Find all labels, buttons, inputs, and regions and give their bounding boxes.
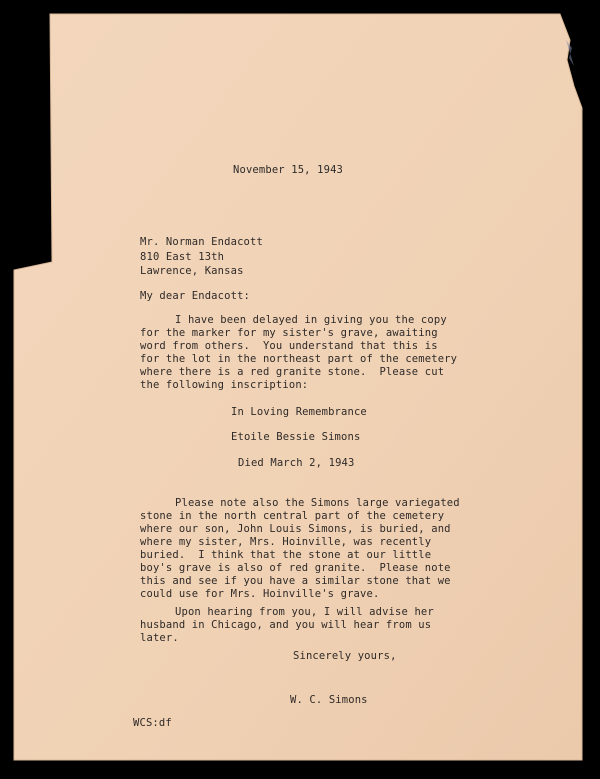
- recipient-name: Mr. Norman Endacott: [140, 236, 263, 248]
- closing: Sincerely yours,: [293, 650, 397, 662]
- paragraph3-line: Upon hearing from you, I will advise her: [175, 606, 434, 618]
- letter-date: November 15, 1943: [233, 164, 344, 176]
- recipient-city: Lawrence, Kansas: [140, 265, 244, 277]
- paragraph3-line: husband in Chicago, and you will hear from us: [140, 619, 432, 631]
- signer-name: W. C. Simons: [290, 694, 368, 706]
- paragraph2-line: could use for Mrs. Hoinville's grave.: [140, 588, 380, 600]
- paragraph1-line: word from others. You understand that this is: [140, 340, 438, 352]
- paragraph2-line: stone in the north central part of the cemetery: [140, 510, 445, 522]
- paragraph2-line: Please note also the Simons large variegated: [175, 497, 460, 509]
- paragraph2-line: where my sister, Mrs. Hoinville, was recently: [140, 536, 432, 548]
- paragraph3-line: later.: [140, 632, 179, 644]
- paragraph2-line: boy's grave is also of red granite. Please note: [140, 562, 451, 574]
- paragraph1-line: where there is a red granite stone. Please cut: [140, 366, 445, 378]
- paragraph1-line: the following inscription:: [140, 379, 309, 391]
- recipient-street: 810 East 13th: [140, 251, 225, 263]
- paragraph1-line: for the lot in the northeast part of the cemetery: [140, 353, 458, 365]
- paragraph2-line: where our son, John Louis Simons, is buried, and: [140, 523, 451, 535]
- paragraph1-line: I have been delayed in giving you the copy: [175, 314, 447, 326]
- reference-initials: WCS:df: [133, 717, 172, 729]
- inscription-line: Etoile Bessie Simons: [231, 431, 361, 443]
- paragraph2-line: this and see if you have a similar stone that we: [140, 575, 451, 587]
- paragraph1-line: for the marker for my sister's grave, awaiting: [140, 327, 438, 339]
- paragraph2-line: buried. I think that the stone at our little: [140, 549, 432, 561]
- salutation: My dear Endacott:: [140, 290, 251, 302]
- inscription-line: Died March 2, 1943: [238, 457, 355, 469]
- inscription-line: In Loving Remembrance: [231, 406, 367, 418]
